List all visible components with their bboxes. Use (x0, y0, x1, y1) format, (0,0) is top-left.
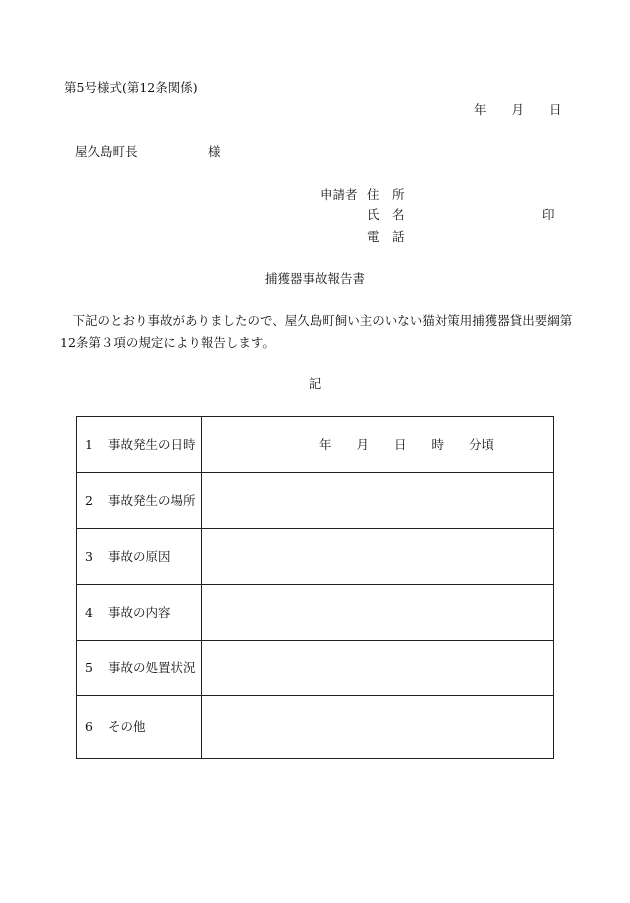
table-row (77, 696, 554, 759)
table-row (77, 417, 554, 473)
row-label: その他 (108, 719, 146, 734)
row-label: 事故の原因 (108, 548, 171, 564)
applicant-name-label: 氏 名 (367, 207, 405, 222)
table-row (77, 473, 554, 529)
row-label-cell (77, 529, 202, 585)
row-label: 事故の処置状況 (108, 660, 196, 675)
row-value-cell (202, 529, 554, 585)
row-label-cell (77, 696, 202, 759)
addressee-name: 屋久島町長 (75, 144, 138, 159)
row-value-cell (202, 696, 554, 759)
ki-heading: 記 (308, 376, 322, 391)
body-line: 12条第３項の規定により報告します。 (60, 335, 275, 350)
body-line: 下記のとおり事故がありましたので、屋久島町飼い主のいない猫対策用捕獲器貸出要綱第 (60, 313, 573, 328)
document-title: 捕獲器事故報告書 (264, 271, 365, 286)
row-label-cell (77, 417, 202, 473)
addressee-honorific: 様 (208, 144, 221, 159)
row-value-cell (202, 585, 554, 641)
report-table (76, 416, 554, 759)
applicant-address-label: 住 所 (367, 187, 405, 202)
applicant-phone-label: 電 話 (367, 229, 405, 244)
row-label-cell (77, 585, 202, 641)
table-row (77, 641, 554, 696)
row-label: 事故発生の日時 (108, 436, 196, 452)
row-label-cell (77, 641, 202, 696)
row-value-cell: 年 月 日 時 分頃 (202, 417, 554, 473)
applicant-label: 申請者 (320, 187, 358, 202)
date-line: 年 月 日 (474, 102, 562, 117)
table-row (77, 585, 554, 641)
row-number: 1 (85, 436, 93, 452)
row-number: 4 (85, 604, 93, 620)
form-number: 第5号様式(第12条関係) (64, 80, 198, 95)
seal-mark: 印 (542, 207, 555, 222)
row-number: 3 (85, 548, 93, 564)
row-number: 5 (85, 660, 93, 675)
table-row (77, 529, 554, 585)
row-number: 2 (85, 492, 93, 508)
row-value-cell (202, 641, 554, 696)
row-value-cell (202, 473, 554, 529)
row-label-cell (77, 473, 202, 529)
row-label: 事故の内容 (108, 604, 171, 620)
row-label: 事故発生の場所 (108, 492, 196, 508)
row-number: 6 (85, 719, 93, 734)
